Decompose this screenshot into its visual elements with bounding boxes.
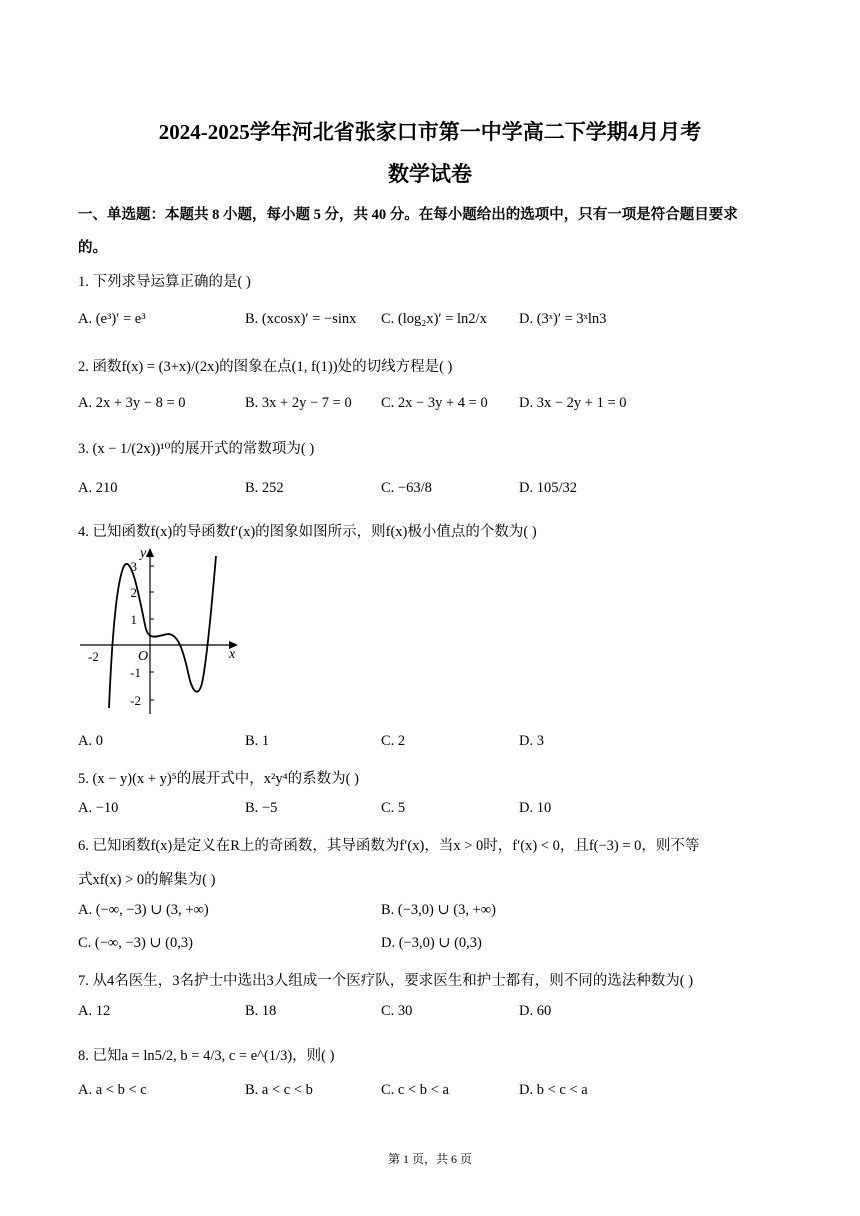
question-1-option-c: C. (log₂x)′ = ln2/x (381, 311, 487, 327)
question-7-stem: 7. 从4名医生，3名护士中选出3人组成一个医疗队，要求医生和护士都有，则不同的选法种数为( ) (78, 973, 694, 989)
question-1-option-d: D. (3ˣ)′ = 3ˣln3 (519, 311, 607, 327)
question-4-stem: 4. 已知函数f(x)的导函数f′(x)的图象如图所示，则f(x)极小值点的个数为( ) (78, 524, 537, 540)
question-1-option-b: B. (xcosx)′ = −sinx (245, 311, 357, 327)
question-5-option-c: C. 5 (381, 800, 406, 816)
question-6-stem-cont: 式xf(x) > 0的解集为( ) (78, 872, 216, 888)
x-axis-label: x (229, 647, 236, 662)
y-tick-label-1: 1 (130, 612, 137, 627)
question-8-option-d: D. b < c < a (519, 1082, 588, 1098)
question-5-option-b: B. −5 (245, 800, 278, 816)
question-5-option-d: D. 10 (519, 800, 552, 816)
question-1-option-a: A. (e³)′ = e³ (78, 311, 146, 327)
question-6-stem: 6. 已知函数f(x)是定义在R上的奇函数，其导函数为f′(x)，当x > 0时，f′(x) < 0，且f(−3) = 0，则不等 (78, 838, 700, 854)
question-1-stem: 1. 下列求导运算正确的是( ) (78, 274, 251, 290)
question-6-option-c: C. (−∞, −3) ∪ (0,3) (78, 935, 193, 951)
question-2-option-a: A. 2x + 3y − 8 = 0 (78, 395, 186, 411)
question-4-option-b: B. 1 (245, 733, 270, 749)
y-axis-arrow (146, 548, 154, 557)
question-3-stem: 3. (x − 1/(2x))¹⁰的展开式的常数项为( ) (78, 441, 315, 457)
question-8-option-b: B. a < c < b (245, 1082, 313, 1098)
question-7-option-c: C. 30 (381, 1003, 413, 1019)
question-8-option-a: A. a < b < c (78, 1082, 147, 1098)
y-axis-label: y (140, 546, 147, 561)
question-6-option-b: B. (−3,0) ∪ (3, +∞) (381, 902, 496, 918)
title-line-2: 数学试卷 (388, 162, 472, 186)
y-tick-label-3: 3 (130, 559, 137, 574)
section-heading-cont: 的。 (78, 240, 107, 256)
section-heading: 一、单选题：本题共 8 小题，每小题 5 分，共 40 分。在每小题给出的选项中，只有一项是符合题目要求 (78, 207, 738, 223)
question-2-option-c: C. 2x − 3y + 4 = 0 (381, 395, 488, 411)
question-8-option-c: C. c < b < a (381, 1082, 449, 1098)
question-2-option-b: B. 3x + 2y − 7 = 0 (245, 395, 352, 411)
title-line-1: 2024-2025学年河北省张家口市第一中学高二下学期4月月考 (158, 120, 702, 144)
question-7-option-d: D. 60 (519, 1003, 552, 1019)
question-8-stem: 8. 已知a = ln5/2, b = 4/3, c = e^(1/3)，则( ) (78, 1048, 335, 1064)
question-4-option-d: D. 3 (519, 733, 544, 749)
question-4-option-a: A. 0 (78, 733, 103, 749)
derivative-curve (109, 556, 216, 708)
question-6-option-d: D. (−3,0) ∪ (0,3) (381, 935, 482, 951)
origin-label: O (138, 649, 149, 664)
question-4-option-c: C. 2 (381, 733, 406, 749)
x-tick-label-neg2: -2 (88, 649, 99, 664)
question-2-option-d: D. 3x − 2y + 1 = 0 (519, 395, 627, 411)
question-2-stem: 2. 函数f(x) = (3+x)/(2x)的图象在点(1, f(1))处的切线方程是( ) (78, 359, 453, 375)
question-5-option-a: A. −10 (78, 800, 119, 816)
question-3-option-c: C. −63/8 (381, 480, 432, 496)
question-3-option-a: A. 210 (78, 480, 118, 496)
question-7-option-b: B. 18 (245, 1003, 277, 1019)
y-tick-label-neg2: -2 (130, 693, 141, 708)
derivative-graph (76, 542, 246, 722)
y-tick-label-2: 2 (130, 585, 137, 600)
question-5-stem: 5. (x − y)(x + y)⁵的展开式中，x²y⁴的系数为( ) (78, 771, 359, 787)
question-6-option-a: A. (−∞, −3) ∪ (3, +∞) (78, 902, 209, 918)
page-footer: 第 1 页，共 6 页 (387, 1152, 472, 1166)
y-tick-label-neg1: -1 (130, 665, 141, 680)
question-7-option-a: A. 12 (78, 1003, 111, 1019)
question-3-option-b: B. 252 (245, 480, 284, 496)
question-3-option-d: D. 105/32 (519, 480, 577, 496)
